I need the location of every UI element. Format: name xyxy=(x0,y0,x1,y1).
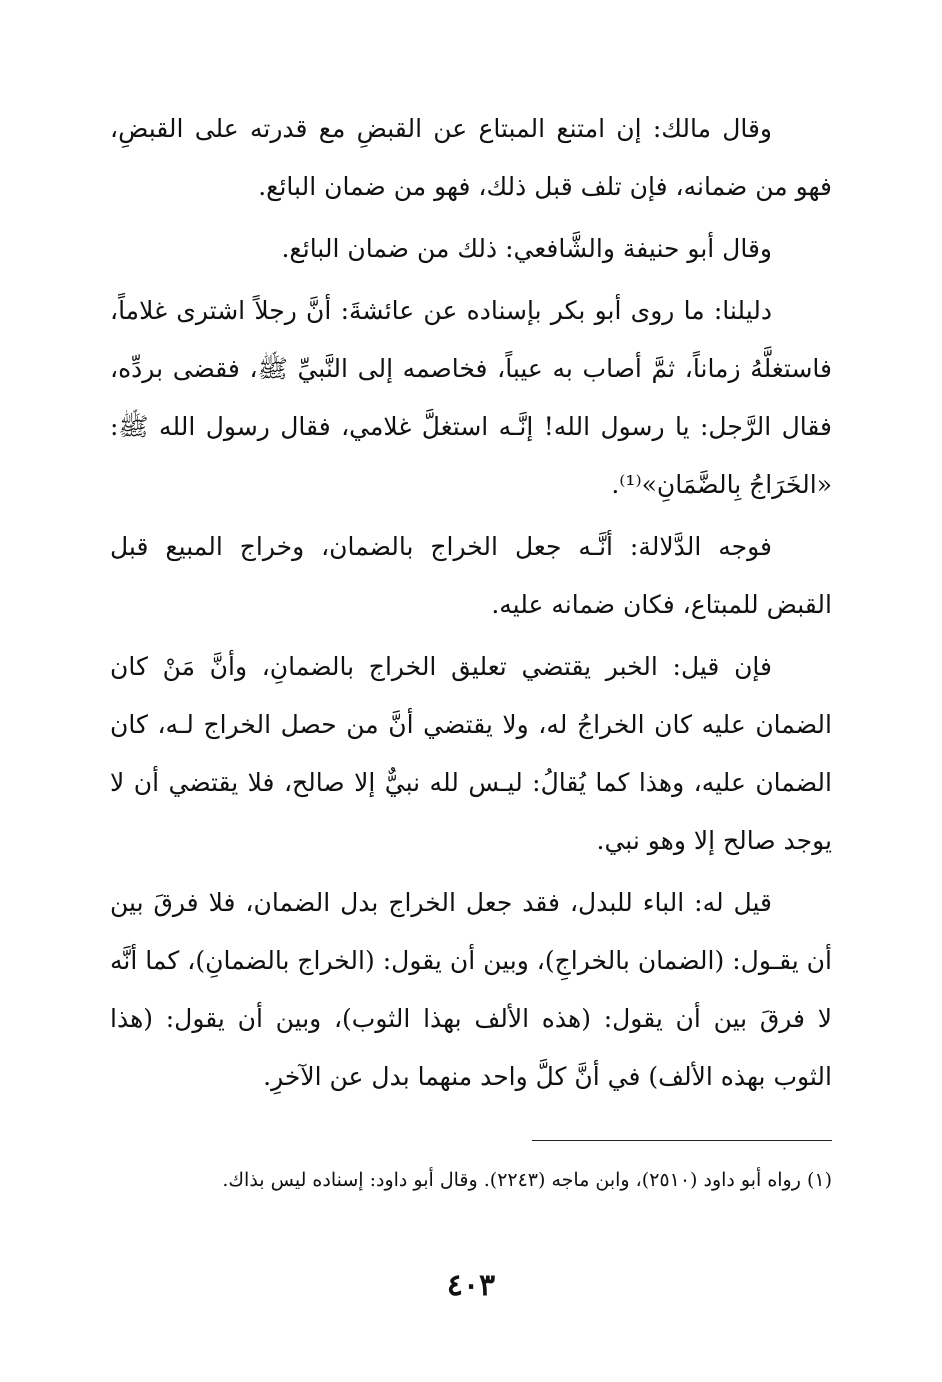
paragraph-indication: فوجه الدَّلالة: أنَّـه جعل الخراج بالضمان، وخراج المبيع قبل القبض للمبتاع، فكان ضمانه عليه. xyxy=(110,532,832,619)
footnote-separator xyxy=(532,1140,832,1141)
paragraph-abu-hanifa: وقال أبو حنيفة والشَّافعي: ذلك من ضمان البائع. xyxy=(281,234,772,263)
footnote: (١) رواه أبو داود (٢٥١٠)، وابن ماجه (٢٢٤٣). وقال أبو داود: إسناده ليس بذاك. xyxy=(222,1169,832,1191)
paragraph-objection: فإن قيل: الخبر يقتضي تعليق الخراج بالضمانِ، وأنَّ مَنْ كان الضمان عليه كان الخراجُ له، ولا يقتضي أنَّ من حصل الخراج لـه، كان الضمان عليه، وهذا كما يُقالُ: ليـس لله نبيٌّ إلا صالح، فلا يقتضي أن لا يوجد صالح إلا وهو نبي. xyxy=(110,652,832,855)
paragraph-reply: قيل له: الباء للبدل، فقد جعل الخراج بدل الضمان، فلا فرقَ بين أن يقـول: (الضمان بالخراجِ)، وبين أن يقول: (الخراج بالضمانِ)، كما أنَّه لا فرقَ بين أن يقول: (هذه الألف بهذا الثوب)، وبين أن يقول: (هذا الثوب بهذه الألف) في أنَّ كلَّ واحد منهما بدل عن الآخرِ. xyxy=(110,888,832,1091)
paragraph-malik: وقال مالك: إن امتنع المبتاع عن القبضِ مع قدرته على القبضِ، فهو من ضمانه، فإن تلف قبل ذلك، فهو من ضمان البائع. xyxy=(110,114,832,201)
paragraph-evidence: دليلنا: ما روى أبو بكر بإسناده عن عائشةَ: أنَّ رجلاً اشترى غلاماً، فاستغلَّهُ زماناً، ثمَّ أصاب به عيباً، فخاصمه إلى النَّبيِّ ﷺ، فقضى بردِّه، فقال الرَّجل: يا رسول الله! إنَّـه استغلَّ غلامي، فقال رسول الله ﷺ: «الخَرَاجُ بِالضَّمَانِ»⁽¹⁾. xyxy=(110,296,832,499)
main-text xyxy=(110,100,832,1110)
page-number: ٤٠٣ xyxy=(446,1268,496,1303)
